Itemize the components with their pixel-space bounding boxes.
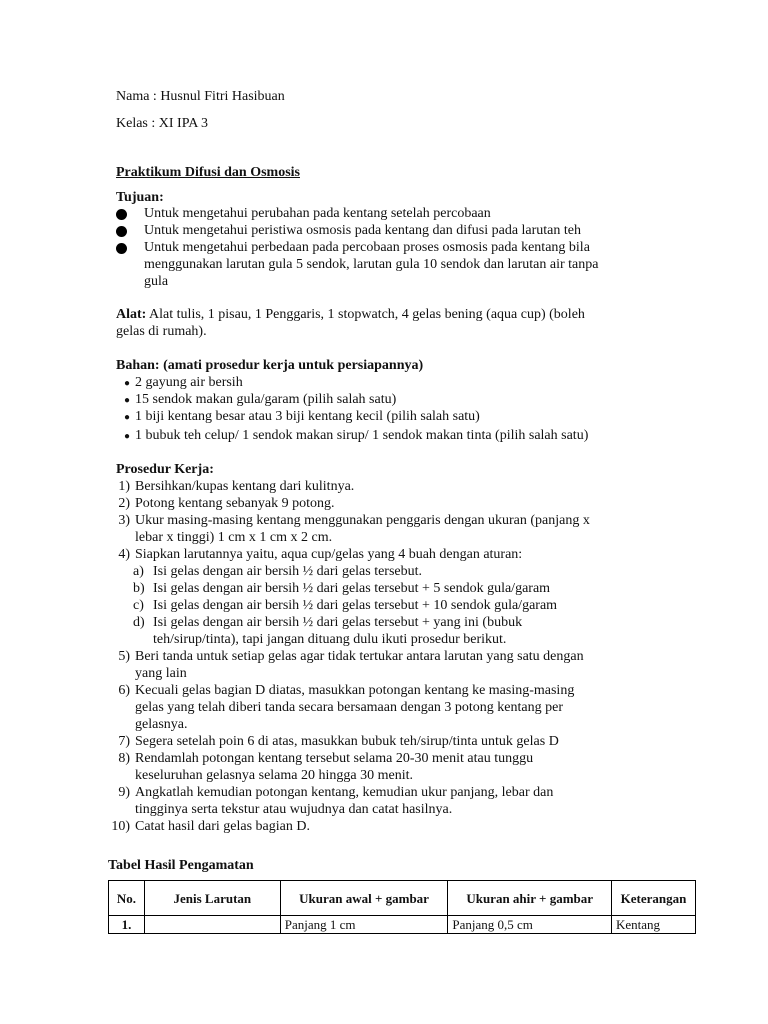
step-number: 2) xyxy=(118,496,130,511)
table-cell: 1. xyxy=(109,916,145,934)
step-text-cont: yang lain xyxy=(135,666,187,681)
column-header: No. xyxy=(109,881,145,916)
tujuan-item: Untuk mengetahui peristiwa osmosis pada kentang dan difusi pada larutan teh xyxy=(144,223,582,238)
step-number: 1) xyxy=(118,479,130,494)
table-cell: Panjang 0,5 cm xyxy=(448,916,612,934)
bahan-item: 15 sendok makan gula/garam (pilih salah satu) xyxy=(135,392,397,407)
substep-text: Isi gelas dengan air bersih ½ dari gelas tersebut + yang ini (bubuk xyxy=(153,615,523,630)
student-class: Kelas : XI IPA 3 xyxy=(116,116,209,131)
observation-table xyxy=(108,880,696,934)
substep-letter: b) xyxy=(133,581,145,596)
table-cell: Panjang 1 cm xyxy=(280,916,448,934)
step-text: Segera setelah poin 6 di atas, masukkan bubuk teh/sirup/tinta untuk gelas D xyxy=(135,734,559,749)
alat-line-2: gelas di rumah). xyxy=(116,324,207,339)
substep-text: Isi gelas dengan air bersih ½ dari gelas tersebut + 5 sendok gula/garam xyxy=(153,581,551,596)
tujuan-item: Untuk mengetahui perubahan pada kentang setelah percobaan xyxy=(144,206,491,221)
step-number: 10) xyxy=(111,819,130,834)
bahan-item: 1 bubuk teh celup/ 1 sendok makan sirup/ 1 sendok makan tinta (pilih salah satu) xyxy=(135,428,589,443)
step-text: Catat hasil dari gelas bagian D. xyxy=(135,819,310,834)
step-text: Ukur masing-masing kentang menggunakan penggaris dengan ukuran (panjang x xyxy=(135,513,590,528)
substep-letter: d) xyxy=(133,615,145,630)
student-name: Nama : Husnul Fitri Hasibuan xyxy=(116,89,285,104)
table-cell xyxy=(144,916,280,934)
step-text: Kecuali gelas bagian D diatas, masukkan potongan kentang ke masing-masing xyxy=(135,683,575,698)
table-header-row xyxy=(109,881,696,916)
small-bullet-icon: ● xyxy=(124,395,131,406)
column-header: Jenis Larutan xyxy=(144,881,280,916)
bahan-item: 2 gayung air bersih xyxy=(135,375,243,390)
step-text: Rendamlah potongan kentang tersebut selama 20-30 menit atau tunggu xyxy=(135,751,534,766)
bahan-heading: Bahan: (amati prosedur kerja untuk persiapannya) xyxy=(116,358,424,373)
substep-text-cont: teh/sirup/tinta), tapi jangan dituang dulu ikuti prosedur berikut. xyxy=(153,632,507,647)
alat-label: Alat: xyxy=(116,307,147,322)
substep-letter: a) xyxy=(133,564,144,579)
step-number: 5) xyxy=(118,649,130,664)
tujuan-item: Untuk mengetahui perbedaan pada percobaan proses osmosis pada kentang bila xyxy=(144,240,590,255)
step-text-cont: tingginya serta tekstur atau wujudnya dan catat hasilnya. xyxy=(135,802,453,817)
alat-line xyxy=(116,306,585,323)
step-text-cont: gelasnya. xyxy=(135,717,188,732)
step-text: Bersihkan/kupas kentang dari kulitnya. xyxy=(135,479,355,494)
document-title: Praktikum Difusi dan Osmosis xyxy=(116,165,300,180)
bullet-icon xyxy=(116,226,127,237)
column-header: Keterangan xyxy=(612,881,696,916)
substep-text: Isi gelas dengan air bersih ½ dari gelas tersebut + 10 sendok gula/garam xyxy=(153,598,558,613)
step-text-cont: gelas yang telah diberi tanda secara bersamaan dengan 3 potong kentang per xyxy=(135,700,563,715)
step-text: Potong kentang sebanyak 9 potong. xyxy=(135,496,335,511)
step-number: 8) xyxy=(118,751,130,766)
step-text: Beri tanda untuk setiap gelas agar tidak tertukar antara larutan yang satu dengan xyxy=(135,649,584,664)
step-number: 7) xyxy=(118,734,130,749)
step-text: Siapkan larutannya yaitu, aqua cup/gelas yang 4 buah dengan aturan: xyxy=(135,547,523,562)
bahan-item: 1 biji kentang besar atau 3 biji kentang kecil (pilih salah satu) xyxy=(135,409,480,424)
bullet-icon xyxy=(116,209,127,220)
table-cell: Kentang xyxy=(612,916,696,934)
column-header: Ukuran awal + gambar xyxy=(280,881,448,916)
step-text-cont: keseluruhan gelasnya selama 20 hingga 30 menit. xyxy=(135,768,413,783)
step-number: 6) xyxy=(118,683,130,698)
substep-text: Isi gelas dengan air bersih ½ dari gelas tersebut. xyxy=(153,564,423,579)
small-bullet-icon: ● xyxy=(124,431,131,442)
alat-text: Alat tulis, 1 pisau, 1 Penggaris, 1 stopwatch, 4 gelas bening (aqua cup) (boleh xyxy=(146,307,585,322)
column-header: Ukuran ahir + gambar xyxy=(448,881,612,916)
table-title: Tabel Hasil Pengamatan xyxy=(108,858,254,873)
step-number: 4) xyxy=(118,547,130,562)
step-text: Angkatlah kemudian potongan kentang, kemudian ukur panjang, lebar dan xyxy=(135,785,554,800)
prosedur-heading: Prosedur Kerja: xyxy=(116,462,214,477)
step-number: 3) xyxy=(118,513,130,528)
table-row xyxy=(109,916,696,934)
tujuan-heading: Tujuan: xyxy=(116,190,164,205)
bullet-icon xyxy=(116,243,127,254)
tujuan-item-cont: menggunakan larutan gula 5 sendok, larutan gula 10 sendok dan larutan air tanpa xyxy=(144,257,599,272)
small-bullet-icon: ● xyxy=(124,412,131,423)
small-bullet-icon: ● xyxy=(124,378,131,389)
step-number: 9) xyxy=(118,785,130,800)
tujuan-item-cont: gula xyxy=(144,274,169,289)
substep-letter: c) xyxy=(133,598,144,613)
step-text-cont: lebar x tinggi) 1 cm x 1 cm x 2 cm. xyxy=(135,530,333,545)
